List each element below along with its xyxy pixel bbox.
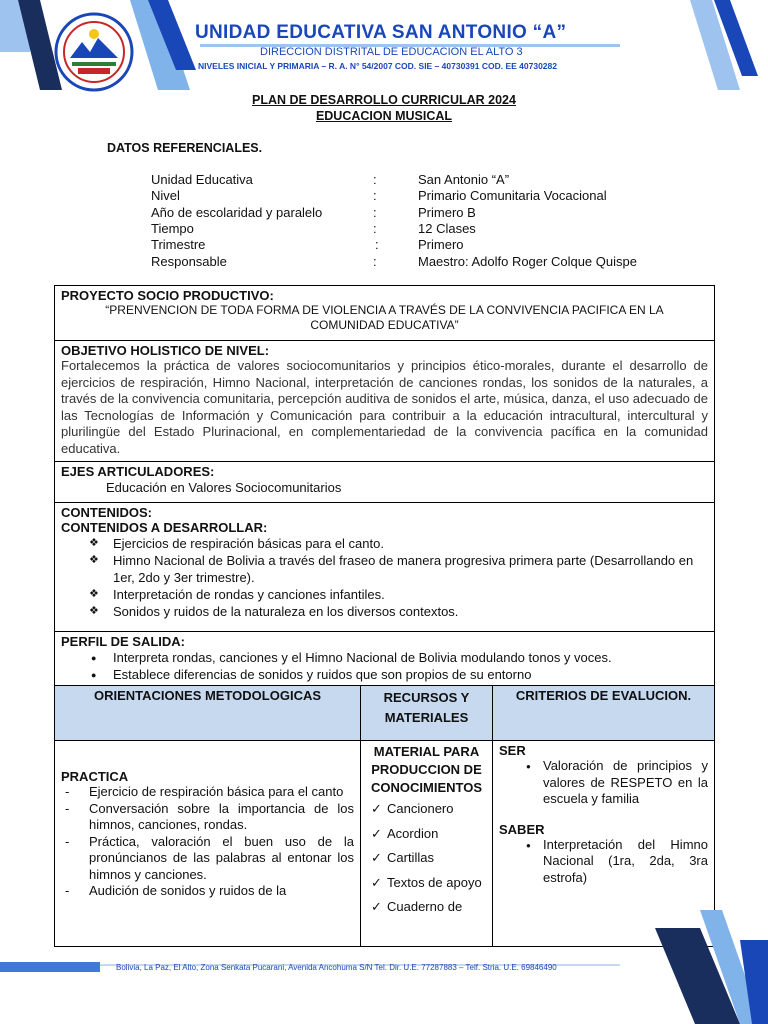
ejes-heading: EJES ARTICULADORES: bbox=[61, 464, 215, 479]
district-name: DIRECCION DISTRITAL DE EDUCACION EL ALTO 3 bbox=[260, 46, 523, 58]
list-item: ✓ Cancionero bbox=[367, 797, 486, 822]
perfil-row bbox=[55, 632, 715, 686]
list-item: ❖ Sonidos y ruidos de la naturaleza en los diversos contextos. bbox=[61, 603, 708, 620]
list-item: - Práctica, valoración el buen uso de la pronúncianos de las palabras al entonar los himnos y canciones. bbox=[61, 834, 354, 884]
columns-header-row bbox=[55, 686, 715, 741]
list-item: ✓ Cartillas bbox=[367, 846, 486, 871]
practica-heading: PRACTICA bbox=[61, 769, 129, 784]
contenidos-list bbox=[61, 535, 708, 620]
plan-title: PLAN DE DESARROLLO CURRICULAR 2024 bbox=[252, 93, 516, 107]
list-item: ● Valoración de principios y valores de RESPETO en la escuela y familia bbox=[499, 758, 708, 808]
datos-sep: : bbox=[375, 237, 379, 252]
school-seal-logo bbox=[54, 12, 134, 92]
plan-subtitle: EDUCACION MUSICAL bbox=[315, 109, 453, 123]
objetivo-row bbox=[55, 341, 715, 462]
list-item: ❖ Interpretación de rondas y canciones infantiles. bbox=[61, 586, 708, 603]
school-name: UNIDAD EDUCATIVA SAN ANTONIO “A” bbox=[195, 22, 567, 43]
datos-label: Unidad Educativa bbox=[151, 172, 253, 187]
proyecto-text: “PRENVENCION DE TODA FORMA DE VIOLENCIA A TRAVÉS DE LA CONVIVENCIA PACIFICA EN LA COMUNIDAD EDUCATIVA” bbox=[105, 303, 664, 332]
perfil-heading: PERFIL DE SALIDA: bbox=[61, 634, 185, 649]
saber-heading: SABER bbox=[499, 821, 545, 837]
list-item: ✓ Textos de apoyo bbox=[367, 871, 486, 896]
datos-value: Primero B bbox=[418, 205, 476, 220]
list-item: ❖ Ejercicios de respiración básicas para el canto. bbox=[61, 535, 708, 552]
contenidos-subheading: CONTENIDOS A DESARROLLAR: bbox=[61, 520, 268, 535]
list-item: ● Interpreta rondas, canciones y el Himno Nacional de Bolivia modulando tonos y voces. bbox=[61, 649, 708, 666]
datos-label: Responsable bbox=[151, 254, 227, 269]
datos-label: Año de escolaridad y paralelo bbox=[151, 205, 323, 220]
col-header-recursos: RECURSOS Y MATERIALES bbox=[361, 686, 493, 741]
ser-list bbox=[499, 758, 708, 808]
datos-sep: : bbox=[373, 172, 377, 187]
datos-value: San Antonio “A” bbox=[418, 172, 510, 187]
list-item: ❖ Himno Nacional de Bolivia a través del fraseo de manera progresiva primera parte (Desarrollando en 1er, 2do y 3er trimestre). bbox=[61, 552, 708, 586]
orientaciones-list bbox=[61, 784, 354, 900]
datos-value: Primario Comunitaria Vocacional bbox=[418, 188, 607, 203]
datos-sep: : bbox=[373, 254, 377, 269]
list-item: - Ejercicio de respiración básica para el canto bbox=[61, 784, 354, 801]
contenidos-heading: CONTENIDOS: bbox=[61, 505, 152, 520]
datos-label: Trimestre bbox=[151, 237, 206, 252]
ejes-row bbox=[55, 462, 715, 503]
saber-list bbox=[499, 837, 708, 887]
datos-value: Maestro: Adolfo Roger Colque Quispe bbox=[418, 254, 637, 269]
objetivo-text: Fortalecemos la práctica de valores sociocomunitarios y principios ético-morales, durante el desarrollo de ejercicios de respiración, Himno Nacional, interpretación de canciones rondas, los sonidos de la naturales, a través de la convivencia comunitaria, percepción auditiva de sonidos el arte, música, danza, el uso adecuado de las Tecnologías de Información y Comunicación para contribuir a la educación intracultural, intercultural y plurilingüe del Estado Plurinacional, en complementariedad de la convivencia pacífica en la comunidad educativa. bbox=[61, 358, 708, 456]
col-header-orientaciones: ORIENTACIONES METODOLOGICAS bbox=[55, 686, 361, 741]
list-item: - Audición de sonidos y ruidos de la bbox=[61, 883, 354, 900]
proyecto-heading: PROYECTO SOCIO PRODUCTIVO: bbox=[61, 288, 274, 303]
recursos-list bbox=[367, 797, 486, 920]
proyecto-row bbox=[55, 286, 715, 341]
list-item: ● Interpretación del Himno Nacional (1ra, 2da, 3ra estrofa) bbox=[499, 837, 708, 887]
list-item: ● Establece diferencias de sonidos y ruidos que son propios de su entorno bbox=[61, 666, 708, 683]
school-info-line: NIVELES INICIAL Y PRIMARIA – R. A. N° 54/2007 COD. SIE – 40730391 COD. EE 40730282 bbox=[198, 61, 557, 71]
datos-heading: DATOS REFERENCIALES. bbox=[107, 141, 263, 155]
ejes-text: Educación en Valores Sociocomunitarios bbox=[106, 480, 342, 495]
perfil-list bbox=[61, 649, 708, 683]
list-item: ✓ Cuaderno de bbox=[367, 895, 486, 920]
contenidos-row bbox=[55, 503, 715, 632]
datos-sep: : bbox=[373, 221, 377, 236]
datos-label: Tiempo bbox=[151, 221, 194, 236]
datos-sep: : bbox=[373, 188, 377, 203]
list-item: ✓ Acordion bbox=[367, 822, 486, 847]
col-header-criterios: CRITERIOS DE EVALUCION. bbox=[493, 686, 715, 741]
objetivo-heading: OBJETIVO HOLISTICO DE NIVEL: bbox=[61, 343, 270, 358]
datos-value: Primero bbox=[418, 237, 464, 252]
datos-label: Nivel bbox=[151, 188, 180, 203]
datos-value: 12 Clases bbox=[418, 221, 476, 236]
ser-heading: SER bbox=[499, 743, 526, 758]
recursos-heading: MATERIAL PARA PRODUCCION DE CONOCIMIENTOS bbox=[371, 744, 482, 795]
footer-address: Bolivia, La Paz, El Alto, Zona Senkata Pucarani, Avenida Ancohuma S/N Tel. Dir. U.E. 77287883 – Telf. Stria. U.E. 69846490 bbox=[116, 963, 557, 972]
list-item: - Conversación sobre la importancia de los himnos, canciones, rondas. bbox=[61, 801, 354, 834]
datos-sep: : bbox=[373, 205, 377, 220]
curriculum-table bbox=[54, 285, 715, 947]
